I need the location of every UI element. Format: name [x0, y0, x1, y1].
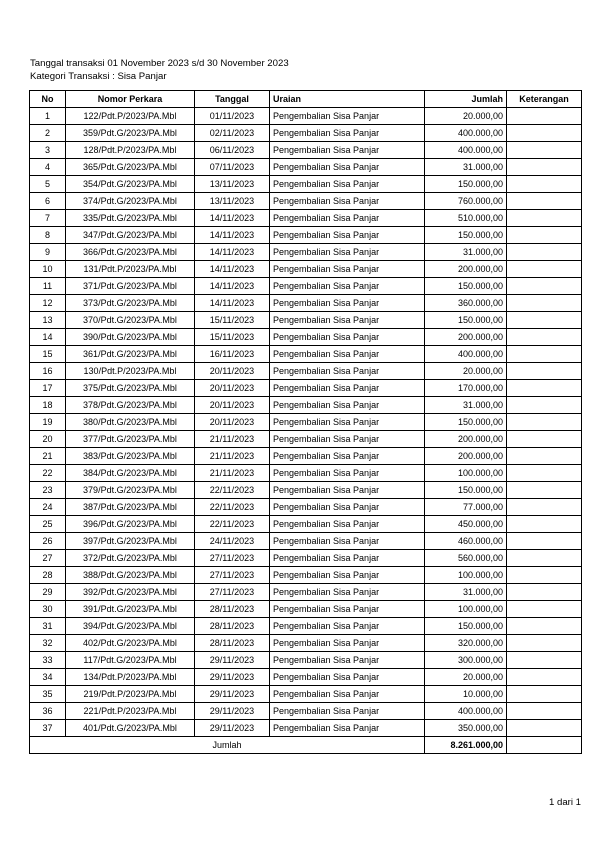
cell-uraian: Pengembalian Sisa Panjar: [270, 652, 425, 669]
cell-uraian: Pengembalian Sisa Panjar: [270, 142, 425, 159]
cell-uraian: Pengembalian Sisa Panjar: [270, 431, 425, 448]
cell-nomor-perkara: 402/Pdt.G/2023/PA.Mbl: [66, 635, 195, 652]
cell-keterangan: [507, 482, 582, 499]
cell-keterangan: [507, 295, 582, 312]
cell-keterangan: [507, 635, 582, 652]
table-header-row: [30, 91, 582, 108]
cell-nomor-perkara: 371/Pdt.G/2023/PA.Mbl: [66, 278, 195, 295]
cell-nomor-perkara: 378/Pdt.G/2023/PA.Mbl: [66, 397, 195, 414]
table-row: [30, 652, 582, 669]
cell-uraian: Pengembalian Sisa Panjar: [270, 108, 425, 125]
cell-keterangan: [507, 346, 582, 363]
table-row: [30, 244, 582, 261]
cell-nomor-perkara: 370/Pdt.G/2023/PA.Mbl: [66, 312, 195, 329]
cell-jumlah: 100.000,00: [425, 465, 507, 482]
cell-keterangan: [507, 703, 582, 720]
cell-tanggal: 22/11/2023: [195, 482, 270, 499]
cell-nomor-perkara: 122/Pdt.P/2023/PA.Mbl: [66, 108, 195, 125]
cell-jumlah: 31.000,00: [425, 244, 507, 261]
cell-keterangan: [507, 278, 582, 295]
cell-tanggal: 07/11/2023: [195, 159, 270, 176]
cell-no: 33: [30, 652, 66, 669]
column-header-nomor-perkara: Nomor Perkara: [66, 91, 195, 108]
cell-nomor-perkara: 373/Pdt.G/2023/PA.Mbl: [66, 295, 195, 312]
cell-jumlah: 31.000,00: [425, 397, 507, 414]
cell-uraian: Pengembalian Sisa Panjar: [270, 686, 425, 703]
table-row: [30, 261, 582, 278]
cell-tanggal: 13/11/2023: [195, 193, 270, 210]
cell-keterangan: [507, 108, 582, 125]
cell-uraian: Pengembalian Sisa Panjar: [270, 533, 425, 550]
table-row: [30, 499, 582, 516]
table-row: [30, 380, 582, 397]
cell-nomor-perkara: 384/Pdt.G/2023/PA.Mbl: [66, 465, 195, 482]
column-header-no: No: [30, 91, 66, 108]
cell-nomor-perkara: 374/Pdt.G/2023/PA.Mbl: [66, 193, 195, 210]
cell-no: 5: [30, 176, 66, 193]
cell-tanggal: 16/11/2023: [195, 346, 270, 363]
table-row: [30, 278, 582, 295]
cell-keterangan: [507, 159, 582, 176]
cell-keterangan: [507, 261, 582, 278]
cell-nomor-perkara: 366/Pdt.G/2023/PA.Mbl: [66, 244, 195, 261]
cell-no: 27: [30, 550, 66, 567]
cell-jumlah: 31.000,00: [425, 159, 507, 176]
cell-uraian: Pengembalian Sisa Panjar: [270, 482, 425, 499]
cell-tanggal: 27/11/2023: [195, 584, 270, 601]
column-header-uraian: Uraian: [270, 91, 425, 108]
cell-uraian: Pengembalian Sisa Panjar: [270, 448, 425, 465]
cell-keterangan: [507, 618, 582, 635]
cell-nomor-perkara: 221/Pdt.P/2023/PA.Mbl: [66, 703, 195, 720]
cell-no: 26: [30, 533, 66, 550]
report-period: Tanggal transaksi 01 November 2023 s/d 30 November 2023: [30, 58, 289, 69]
table-row: [30, 346, 582, 363]
cell-keterangan: [507, 567, 582, 584]
table-row: [30, 669, 582, 686]
cell-no: 29: [30, 584, 66, 601]
cell-jumlah: 560.000,00: [425, 550, 507, 567]
cell-uraian: Pengembalian Sisa Panjar: [270, 363, 425, 380]
cell-jumlah: 400.000,00: [425, 125, 507, 142]
cell-uraian: Pengembalian Sisa Panjar: [270, 176, 425, 193]
cell-tanggal: 29/11/2023: [195, 669, 270, 686]
table-row: [30, 193, 582, 210]
cell-tanggal: 29/11/2023: [195, 720, 270, 737]
cell-nomor-perkara: 375/Pdt.G/2023/PA.Mbl: [66, 380, 195, 397]
cell-jumlah: 150.000,00: [425, 176, 507, 193]
cell-no: 30: [30, 601, 66, 618]
cell-nomor-perkara: 383/Pdt.G/2023/PA.Mbl: [66, 448, 195, 465]
column-header-tanggal: Tanggal: [195, 91, 270, 108]
cell-nomor-perkara: 394/Pdt.G/2023/PA.Mbl: [66, 618, 195, 635]
table-row: [30, 397, 582, 414]
cell-nomor-perkara: 131/Pdt.P/2023/PA.Mbl: [66, 261, 195, 278]
cell-jumlah: 150.000,00: [425, 312, 507, 329]
cell-keterangan: [507, 193, 582, 210]
cell-tanggal: 06/11/2023: [195, 142, 270, 159]
cell-uraian: Pengembalian Sisa Panjar: [270, 397, 425, 414]
cell-tanggal: 13/11/2023: [195, 176, 270, 193]
cell-nomor-perkara: 379/Pdt.G/2023/PA.Mbl: [66, 482, 195, 499]
cell-no: 21: [30, 448, 66, 465]
cell-tanggal: 29/11/2023: [195, 703, 270, 720]
cell-keterangan: [507, 397, 582, 414]
table-row: [30, 210, 582, 227]
cell-tanggal: 01/11/2023: [195, 108, 270, 125]
cell-jumlah: 100.000,00: [425, 601, 507, 618]
cell-tanggal: 27/11/2023: [195, 567, 270, 584]
cell-keterangan: [507, 414, 582, 431]
cell-keterangan: [507, 669, 582, 686]
table-row: [30, 125, 582, 142]
cell-jumlah: 400.000,00: [425, 703, 507, 720]
cell-tanggal: 15/11/2023: [195, 312, 270, 329]
cell-jumlah: 170.000,00: [425, 380, 507, 397]
table-row: [30, 159, 582, 176]
cell-tanggal: 24/11/2023: [195, 533, 270, 550]
cell-tanggal: 27/11/2023: [195, 550, 270, 567]
cell-uraian: Pengembalian Sisa Panjar: [270, 567, 425, 584]
cell-jumlah: 100.000,00: [425, 567, 507, 584]
cell-nomor-perkara: 397/Pdt.G/2023/PA.Mbl: [66, 533, 195, 550]
cell-no: 2: [30, 125, 66, 142]
cell-keterangan: [507, 516, 582, 533]
cell-nomor-perkara: 130/Pdt.P/2023/PA.Mbl: [66, 363, 195, 380]
cell-jumlah: 77.000,00: [425, 499, 507, 516]
cell-keterangan: [507, 176, 582, 193]
cell-tanggal: 14/11/2023: [195, 278, 270, 295]
cell-nomor-perkara: 377/Pdt.G/2023/PA.Mbl: [66, 431, 195, 448]
cell-tanggal: 15/11/2023: [195, 329, 270, 346]
cell-uraian: Pengembalian Sisa Panjar: [270, 125, 425, 142]
cell-no: 23: [30, 482, 66, 499]
cell-tanggal: 21/11/2023: [195, 431, 270, 448]
table-row: [30, 431, 582, 448]
table-row: [30, 482, 582, 499]
cell-no: 31: [30, 618, 66, 635]
cell-keterangan: [507, 125, 582, 142]
cell-keterangan: [507, 363, 582, 380]
cell-jumlah: 10.000,00: [425, 686, 507, 703]
cell-jumlah: 200.000,00: [425, 329, 507, 346]
cell-tanggal: 14/11/2023: [195, 261, 270, 278]
table-row: [30, 448, 582, 465]
cell-keterangan: [507, 329, 582, 346]
table-row: [30, 601, 582, 618]
cell-nomor-perkara: 390/Pdt.G/2023/PA.Mbl: [66, 329, 195, 346]
cell-tanggal: 20/11/2023: [195, 414, 270, 431]
total-value: 8.261.000,00: [425, 737, 507, 754]
table-row: [30, 584, 582, 601]
cell-keterangan: [507, 584, 582, 601]
cell-keterangan: [507, 601, 582, 618]
cell-jumlah: 300.000,00: [425, 652, 507, 669]
cell-no: 9: [30, 244, 66, 261]
table-row: [30, 720, 582, 737]
cell-tanggal: 29/11/2023: [195, 652, 270, 669]
cell-uraian: Pengembalian Sisa Panjar: [270, 669, 425, 686]
cell-uraian: Pengembalian Sisa Panjar: [270, 159, 425, 176]
cell-uraian: Pengembalian Sisa Panjar: [270, 720, 425, 737]
cell-keterangan: [507, 533, 582, 550]
table-row: [30, 686, 582, 703]
table-row: [30, 567, 582, 584]
table-row: [30, 312, 582, 329]
cell-keterangan: [507, 227, 582, 244]
table-body: [30, 108, 582, 737]
cell-uraian: Pengembalian Sisa Panjar: [270, 278, 425, 295]
cell-uraian: Pengembalian Sisa Panjar: [270, 329, 425, 346]
cell-nomor-perkara: 392/Pdt.G/2023/PA.Mbl: [66, 584, 195, 601]
cell-uraian: Pengembalian Sisa Panjar: [270, 227, 425, 244]
cell-tanggal: 14/11/2023: [195, 295, 270, 312]
table-row: [30, 465, 582, 482]
cell-no: 15: [30, 346, 66, 363]
cell-jumlah: 320.000,00: [425, 635, 507, 652]
cell-uraian: Pengembalian Sisa Panjar: [270, 193, 425, 210]
cell-tanggal: 20/11/2023: [195, 380, 270, 397]
cell-keterangan: [507, 244, 582, 261]
table-row: [30, 363, 582, 380]
cell-jumlah: 400.000,00: [425, 346, 507, 363]
cell-no: 35: [30, 686, 66, 703]
cell-keterangan: [507, 499, 582, 516]
report-category: Kategori Transaksi : Sisa Panjar: [30, 71, 167, 82]
cell-tanggal: 21/11/2023: [195, 448, 270, 465]
cell-jumlah: 150.000,00: [425, 414, 507, 431]
cell-nomor-perkara: 396/Pdt.G/2023/PA.Mbl: [66, 516, 195, 533]
table-row: [30, 516, 582, 533]
cell-no: 16: [30, 363, 66, 380]
cell-no: 4: [30, 159, 66, 176]
cell-keterangan: [507, 210, 582, 227]
cell-no: 24: [30, 499, 66, 516]
table-row: [30, 414, 582, 431]
cell-keterangan: [507, 142, 582, 159]
cell-no: 13: [30, 312, 66, 329]
cell-nomor-perkara: 387/Pdt.G/2023/PA.Mbl: [66, 499, 195, 516]
table-row: [30, 329, 582, 346]
total-keterangan-cell: [507, 737, 582, 754]
cell-jumlah: 200.000,00: [425, 431, 507, 448]
table-row: [30, 176, 582, 193]
cell-uraian: Pengembalian Sisa Panjar: [270, 414, 425, 431]
cell-tanggal: 28/11/2023: [195, 635, 270, 652]
cell-nomor-perkara: 335/Pdt.G/2023/PA.Mbl: [66, 210, 195, 227]
cell-jumlah: 350.000,00: [425, 720, 507, 737]
cell-nomor-perkara: 388/Pdt.G/2023/PA.Mbl: [66, 567, 195, 584]
cell-nomor-perkara: 361/Pdt.G/2023/PA.Mbl: [66, 346, 195, 363]
cell-tanggal: 20/11/2023: [195, 397, 270, 414]
table-row: [30, 108, 582, 125]
cell-jumlah: 360.000,00: [425, 295, 507, 312]
cell-uraian: Pengembalian Sisa Panjar: [270, 703, 425, 720]
cell-keterangan: [507, 448, 582, 465]
cell-uraian: Pengembalian Sisa Panjar: [270, 244, 425, 261]
cell-no: 18: [30, 397, 66, 414]
cell-uraian: Pengembalian Sisa Panjar: [270, 601, 425, 618]
cell-tanggal: 22/11/2023: [195, 516, 270, 533]
transaction-table: [29, 90, 582, 754]
cell-nomor-perkara: 117/Pdt.G/2023/PA.Mbl: [66, 652, 195, 669]
cell-keterangan: [507, 465, 582, 482]
cell-tanggal: 20/11/2023: [195, 363, 270, 380]
cell-tanggal: 14/11/2023: [195, 227, 270, 244]
cell-no: 6: [30, 193, 66, 210]
cell-jumlah: 200.000,00: [425, 448, 507, 465]
cell-nomor-perkara: 219/Pdt.P/2023/PA.Mbl: [66, 686, 195, 703]
cell-jumlah: 20.000,00: [425, 669, 507, 686]
cell-uraian: Pengembalian Sisa Panjar: [270, 635, 425, 652]
cell-uraian: Pengembalian Sisa Panjar: [270, 584, 425, 601]
cell-uraian: Pengembalian Sisa Panjar: [270, 312, 425, 329]
cell-jumlah: 150.000,00: [425, 278, 507, 295]
cell-no: 1: [30, 108, 66, 125]
table-row: [30, 635, 582, 652]
cell-uraian: Pengembalian Sisa Panjar: [270, 550, 425, 567]
cell-no: 22: [30, 465, 66, 482]
table-row: [30, 533, 582, 550]
cell-no: 17: [30, 380, 66, 397]
cell-keterangan: [507, 380, 582, 397]
cell-no: 37: [30, 720, 66, 737]
cell-no: 25: [30, 516, 66, 533]
cell-jumlah: 460.000,00: [425, 533, 507, 550]
cell-tanggal: 14/11/2023: [195, 210, 270, 227]
cell-tanggal: 14/11/2023: [195, 244, 270, 261]
cell-nomor-perkara: 354/Pdt.G/2023/PA.Mbl: [66, 176, 195, 193]
total-row: [30, 737, 582, 754]
cell-no: 11: [30, 278, 66, 295]
cell-keterangan: [507, 431, 582, 448]
cell-no: 19: [30, 414, 66, 431]
column-header-jumlah: Jumlah: [425, 91, 507, 108]
cell-nomor-perkara: 365/Pdt.G/2023/PA.Mbl: [66, 159, 195, 176]
cell-jumlah: 200.000,00: [425, 261, 507, 278]
cell-uraian: Pengembalian Sisa Panjar: [270, 499, 425, 516]
cell-jumlah: 510.000,00: [425, 210, 507, 227]
cell-no: 36: [30, 703, 66, 720]
cell-no: 32: [30, 635, 66, 652]
cell-no: 28: [30, 567, 66, 584]
cell-no: 12: [30, 295, 66, 312]
cell-tanggal: 28/11/2023: [195, 618, 270, 635]
cell-uraian: Pengembalian Sisa Panjar: [270, 465, 425, 482]
table-row: [30, 295, 582, 312]
cell-jumlah: 760.000,00: [425, 193, 507, 210]
cell-keterangan: [507, 550, 582, 567]
cell-jumlah: 150.000,00: [425, 618, 507, 635]
cell-nomor-perkara: 391/Pdt.G/2023/PA.Mbl: [66, 601, 195, 618]
cell-tanggal: 21/11/2023: [195, 465, 270, 482]
cell-tanggal: 28/11/2023: [195, 601, 270, 618]
cell-jumlah: 400.000,00: [425, 142, 507, 159]
cell-keterangan: [507, 686, 582, 703]
cell-jumlah: 20.000,00: [425, 363, 507, 380]
cell-nomor-perkara: 359/Pdt.G/2023/PA.Mbl: [66, 125, 195, 142]
cell-tanggal: 02/11/2023: [195, 125, 270, 142]
table-row: [30, 703, 582, 720]
cell-keterangan: [507, 312, 582, 329]
cell-nomor-perkara: 347/Pdt.G/2023/PA.Mbl: [66, 227, 195, 244]
cell-nomor-perkara: 380/Pdt.G/2023/PA.Mbl: [66, 414, 195, 431]
cell-jumlah: 31.000,00: [425, 584, 507, 601]
table-row: [30, 142, 582, 159]
cell-nomor-perkara: 134/Pdt.P/2023/PA.Mbl: [66, 669, 195, 686]
cell-keterangan: [507, 720, 582, 737]
table-row: [30, 550, 582, 567]
cell-uraian: Pengembalian Sisa Panjar: [270, 346, 425, 363]
cell-no: 10: [30, 261, 66, 278]
cell-uraian: Pengembalian Sisa Panjar: [270, 618, 425, 635]
cell-uraian: Pengembalian Sisa Panjar: [270, 516, 425, 533]
cell-tanggal: 22/11/2023: [195, 499, 270, 516]
page-number: 1 dari 1: [549, 797, 581, 808]
cell-no: 14: [30, 329, 66, 346]
cell-no: 20: [30, 431, 66, 448]
table-row: [30, 618, 582, 635]
cell-uraian: Pengembalian Sisa Panjar: [270, 210, 425, 227]
total-label: Jumlah: [30, 737, 425, 754]
cell-no: 7: [30, 210, 66, 227]
cell-jumlah: 150.000,00: [425, 482, 507, 499]
cell-no: 8: [30, 227, 66, 244]
cell-uraian: Pengembalian Sisa Panjar: [270, 380, 425, 397]
column-header-keterangan: Keterangan: [507, 91, 582, 108]
cell-uraian: Pengembalian Sisa Panjar: [270, 261, 425, 278]
cell-jumlah: 20.000,00: [425, 108, 507, 125]
cell-jumlah: 450.000,00: [425, 516, 507, 533]
cell-nomor-perkara: 401/Pdt.G/2023/PA.Mbl: [66, 720, 195, 737]
cell-jumlah: 150.000,00: [425, 227, 507, 244]
cell-nomor-perkara: 128/Pdt.P/2023/PA.Mbl: [66, 142, 195, 159]
cell-nomor-perkara: 372/Pdt.G/2023/PA.Mbl: [66, 550, 195, 567]
table-row: [30, 227, 582, 244]
cell-no: 3: [30, 142, 66, 159]
cell-no: 34: [30, 669, 66, 686]
cell-uraian: Pengembalian Sisa Panjar: [270, 295, 425, 312]
cell-tanggal: 29/11/2023: [195, 686, 270, 703]
cell-keterangan: [507, 652, 582, 669]
